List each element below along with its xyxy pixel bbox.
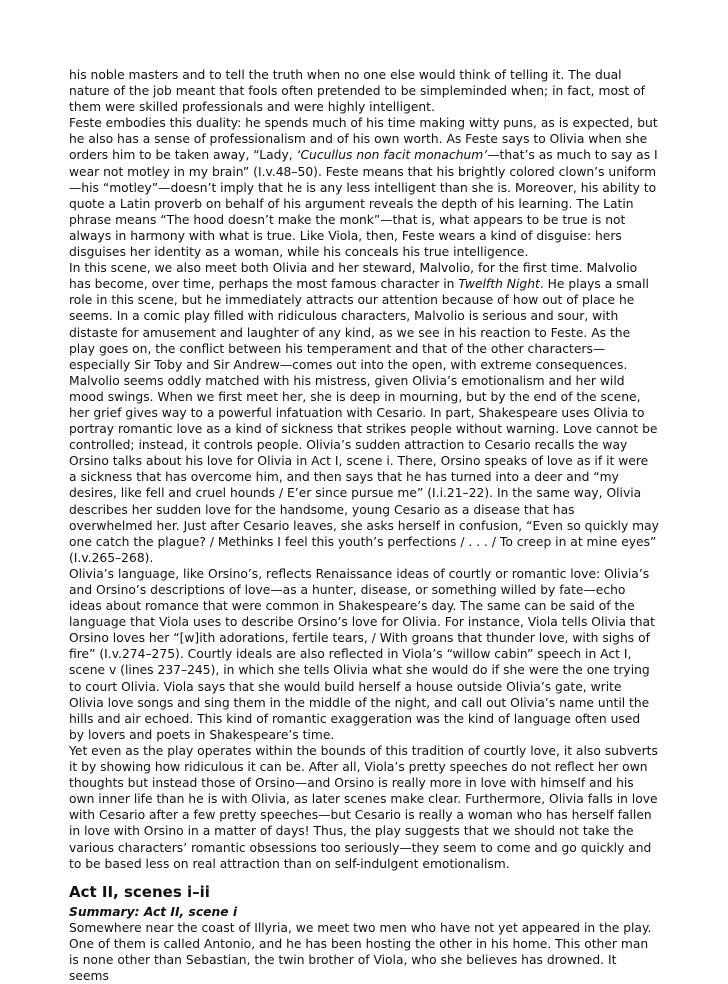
text-run: . He plays a small role in this scene, but he immediately attracts our attention because of how out of place he seems. In a comic play filled with ridiculous characters, Malvolio is serious and sour, with distaste for amusement and laughter of any kind, as we see in his reaction to Feste. As the play goes on, the conflict between his temperament and that of the other characters—especially Sir Toby and Sir Andrew—comes out into the open, with extreme consequences. <box>69 277 649 372</box>
text-run: his noble masters and to tell the truth when no one else would think of telling it. The dual nature of the job meant that fools often pretended to be simpleminded when; in fact, most of them were skilled professionals and were highly intelligent. <box>69 68 645 115</box>
latin-phrase: ‘Cucullus non facit monachum’ <box>296 148 488 163</box>
section-heading: Act II, scenes i–ii <box>69 882 210 901</box>
subsection-heading: Summary: Act II, scene i <box>69 904 238 919</box>
paragraph-fools-duality <box>69 67 659 115</box>
text-run: Somewhere near the coast of Illyria, we meet two men who have not yet appeared in the play. One of them is called Antonio, and he has been hosting the other in his home. This other man is none other than Sebastian, the twin brother of Viola, who she believes has drowned. It seems <box>69 920 652 984</box>
paragraph-courtly-love <box>69 566 659 743</box>
text-run: Feste embodies this duality: he spends much of his time making witty puns, as is expected, but he also has a sense of professionalism and of his own worth. As Feste says to Olivia when she orders him to be taken away, “Lady, <box>69 116 658 163</box>
paragraph-subverting-courtly-love <box>69 743 659 872</box>
text-run: Olivia’s language, like Orsino’s, reflects Renaissance ideas of courtly or romantic love: Olivia’s and Orsino’s descriptions of love—as a hunter, disease, or something willed by fate—echo ideas about romance that were common in Shakespeare’s day. The same can be said of the language that Viola uses to describe Orsino’s love for Olivia. For instance, Viola tells Olivia that Orsino loves her “[w]ith adorations, fertile tears, / With groans that thunder love, with sighs of fire” (I.v.274–275). Courtly ideals are also reflected in Viola’s “willow cabin” speech in Act I, scene v (lines 237–245), in which she tells Olivia what she would do if she were the one trying to court Olivia. Viola says that she would build herself a house outside Olivia’s gate, write Olivia love songs and sing them in the middle of the night, and call out Olivia’s name until the hills and air echoed. This kind of romantic exaggeration was the kind of language often used by lovers and poets in Shakespeare’s time. <box>69 566 655 742</box>
text-run: —that’s as much to say as I wear not motley in my brain” (I.v.48–50). Feste means that his brightly colored clown’s uniform—his “motley”—doesn’t imply that he is any less intelligent than she is. Moreover, his ability to quote a Latin proverb on behalf of his argument reveals the depth of his learning. The Latin phrase means “The hood doesn’t make the monk”—that is, what appears to be true is not always in harmony with what is true. Like Viola, then, Feste wears a kind of disguise: hers disguises her identity as a woman, while his conceals his true intelligence. <box>69 148 658 260</box>
text-run: In this scene, we also meet both Olivia and her steward, Malvolio, for the first time. Malvolio has become, over time, perhaps the most famous character in <box>69 261 638 292</box>
text-run: Yet even as the play operates within the bounds of this tradition of courtly love, it also subverts it by showing how ridiculous it can be. After all, Viola’s pretty speeches do not reflect her own thoughts but instead those of Orsino—and Orsino is really more in love with himself and his own inner life than he is with Olivia, as later scenes make clear. Furthermore, Olivia falls in love with Cesario after a few pretty speeches—but Cesario is really a woman who has herself fallen in love with Orsino in a matter of days! Thus, the play suggests that we should not take the various characters’ romantic obsessions too seriously—they seem to come and go quickly and to be based less on real attraction than on self-indulgent emotionalism. <box>69 743 658 871</box>
paragraph-feste-duality <box>69 115 659 260</box>
document-body <box>69 67 659 984</box>
paragraph-act-ii-summary <box>69 920 659 984</box>
text-run: Malvolio seems oddly matched with his mistress, given Olivia’s emotionalism and her wild mood swings. When we first meet her, she is deep in mourning, but by the end of the scene, her grief gives way to a powerful infatuation with Cesario. In part, Shakespeare uses Olivia to portray romantic love as a kind of sickness that strikes people without warning. Love cannot be controlled; instead, it controls people. Olivia’s sudden attraction to Cesario recalls the way Orsino talks about his love for Olivia in Act I, scene i. There, Orsino speaks of love as if it were a sickness that has overcome him, and then says that he has turned into a deer and “my desires, like fell and cruel hounds / E’er since pursue me” (I.i.21–22). In the same way, Olivia describes her sudden love for the handsome, young Cesario as a disease that has overwhelmed her. Just after Cesario leaves, she asks herself in confusion, “Even so quickly may one catch the plague? / Methinks I feel this youth’s perfections / . . . / To creep in at mine eyes” (I.v.265–268). <box>69 373 659 565</box>
play-title: Twelfth Night <box>458 277 540 292</box>
paragraph-malvolio-intro <box>69 260 659 373</box>
paragraph-olivia-love-sickness <box>69 373 659 566</box>
